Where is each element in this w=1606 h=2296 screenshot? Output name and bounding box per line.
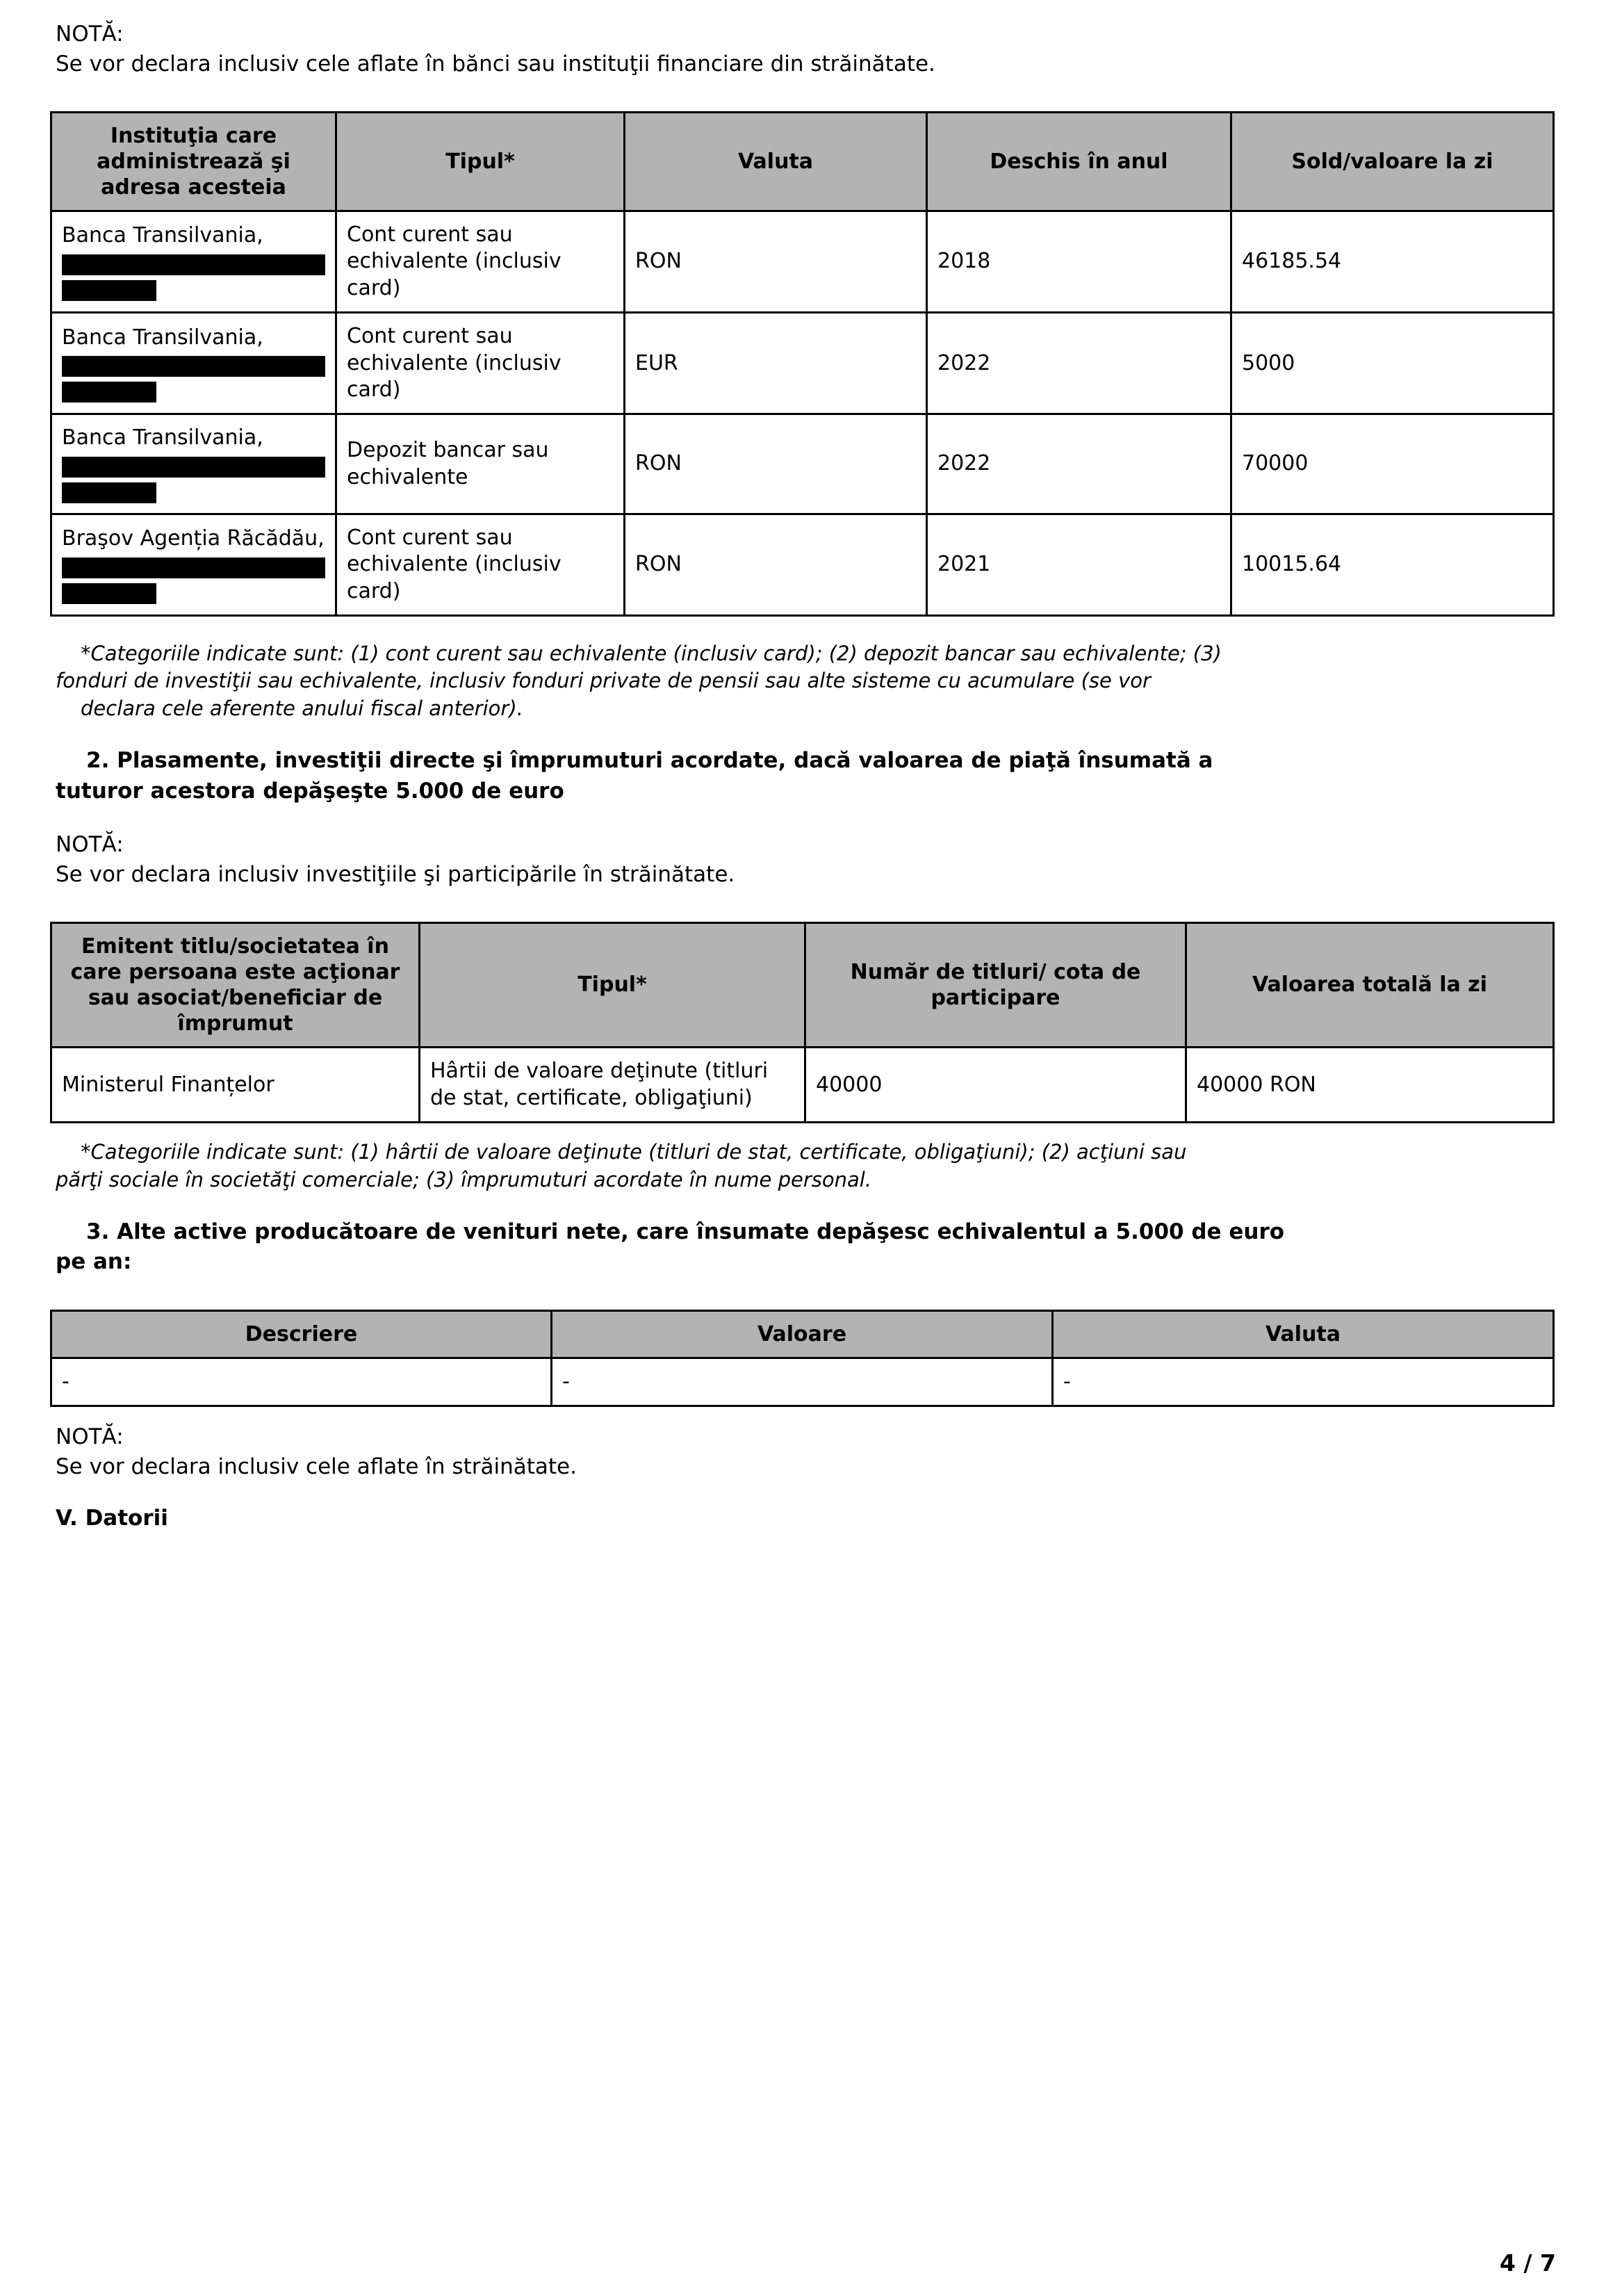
cell-balance: 46185.54 — [1231, 211, 1554, 313]
cell-institution — [51, 313, 336, 414]
footnote-line: *Categoriile indicate sunt: (1) cont curent sau echivalente (inclusiv card); (2) depozit bancar sau echivalente; (3) — [81, 642, 1222, 665]
institution-name: Banca Transilvania, — [62, 425, 263, 450]
column-header-year: Deschis în anul — [927, 112, 1231, 211]
cell-institution — [51, 514, 336, 615]
footnote-line: *Categoriile indicate sunt: (1) hârtii de valoare deţinute (titluri de stat, certificate, obligaţiuni); (2) acţiuni sau — [81, 1140, 1187, 1164]
column-header-currency: Valuta — [625, 112, 927, 211]
table-row — [51, 1358, 1554, 1406]
cell-institution — [51, 211, 336, 313]
redaction-bar — [62, 457, 325, 478]
table-header-row — [51, 112, 1554, 211]
cell-issuer: Ministerul Finanțelor — [51, 1048, 420, 1123]
cell-currency: EUR — [625, 313, 927, 414]
table-row — [51, 1048, 1554, 1123]
redaction-bar — [62, 482, 156, 503]
redaction-bar — [62, 557, 325, 578]
cell-type: Hârtii de valoare deţinute (titluri de stat, certificate, obligaţiuni) — [420, 1048, 805, 1123]
cell-institution — [51, 414, 336, 514]
column-header-description: Descriere — [51, 1310, 552, 1358]
cell-type: Cont curent sau echivalente (inclusiv card) — [336, 211, 625, 313]
note-bottom — [50, 1422, 1556, 1482]
column-header-issuer: Emitent titlu/societatea în care persoana este acţionar sau asociat/beneficiar de împrumut — [51, 922, 420, 1048]
section-heading-line: 3. Alte active producătoare de venituri nete, care însumate depăşesc echivalentul a 5.000 de euro — [86, 1219, 1285, 1245]
column-header-balance: Sold/valoare la zi — [1231, 112, 1554, 211]
cell-type: Cont curent sau echivalente (inclusiv card) — [336, 514, 625, 615]
column-header-institution: Instituţia care administrează şi adresa acesteia — [51, 112, 336, 211]
redaction-bar — [62, 254, 325, 275]
footnote-line: fonduri de investiţii sau echivalente, inclusiv fonduri private de pensii sau alte sisteme cu acumulare (se vor — [56, 669, 1151, 693]
column-header-currency: Valuta — [1053, 1310, 1554, 1358]
section-heading-v: V. Datorii — [56, 1505, 168, 1531]
cell-year: 2018 — [927, 211, 1231, 313]
footnote-categories-investments — [50, 1139, 1556, 1194]
column-header-value: Valoare — [552, 1310, 1053, 1358]
table-header-row — [51, 922, 1554, 1048]
section-heading-line: 2. Plasamente, investiţii directe şi împrumuturi acordate, dacă valoarea de piaţă însumată a — [86, 748, 1213, 774]
footnote-line: părţi sociale în societăţi comerciale; (3) împrumuturi acordate în nume personal. — [56, 1167, 872, 1191]
cell-value: - — [552, 1358, 1053, 1406]
table-header-row — [51, 1310, 1554, 1358]
footnote-line: declara cele aferente anului fiscal anterior). — [81, 696, 523, 720]
accounts-table — [50, 111, 1555, 617]
institution-name: Banca Transilvania, — [62, 325, 263, 350]
note-middle-text: Se vor declara inclusiv investiţiile şi participările în străinătate. — [56, 861, 735, 887]
note-bottom-label: NOTĂ: — [56, 1424, 124, 1450]
cell-type: Depozit bancar sau echivalente — [336, 414, 625, 514]
table-row — [51, 414, 1554, 514]
page-number: 4 / 7 — [1500, 2249, 1556, 2277]
column-header-type: Tipul* — [420, 922, 805, 1048]
section-heading-3 — [50, 1217, 1556, 1278]
cell-balance: 70000 — [1231, 414, 1554, 514]
cell-year: 2022 — [927, 313, 1231, 414]
cell-currency: RON — [625, 414, 927, 514]
table-row — [51, 514, 1554, 615]
note-top-label: NOTĂ: — [56, 22, 124, 47]
table-row — [51, 313, 1554, 414]
note-middle-label: NOTĂ: — [56, 832, 124, 858]
cell-description: - — [51, 1358, 552, 1406]
column-header-type: Tipul* — [336, 112, 625, 211]
section-heading-line: pe an: — [56, 1249, 132, 1275]
cell-total-value: 40000 RON — [1186, 1048, 1554, 1123]
footnote-categories-accounts — [50, 640, 1556, 722]
cell-balance: 5000 — [1231, 313, 1554, 414]
cell-currency: RON — [625, 211, 927, 313]
cell-currency: RON — [625, 514, 927, 615]
redaction-bar — [62, 583, 156, 604]
cell-year: 2021 — [927, 514, 1231, 615]
note-top — [50, 19, 1556, 79]
section-heading-2 — [50, 746, 1556, 806]
institution-name: Banca Transilvania, — [62, 223, 263, 248]
cell-count: 40000 — [805, 1048, 1186, 1123]
cell-year: 2022 — [927, 414, 1231, 514]
column-header-count: Număr de titluri/ cota de participare — [805, 922, 1186, 1048]
investments-table — [50, 922, 1555, 1124]
section-heading-line: tuturor acestora depăşeşte 5.000 de euro — [56, 778, 564, 804]
cell-currency: - — [1053, 1358, 1554, 1406]
note-top-text: Se vor declara inclusiv cele aflate în bănci sau instituţii financiare din străinătate. — [56, 51, 935, 76]
cell-balance: 10015.64 — [1231, 514, 1554, 615]
redaction-bar — [62, 356, 325, 377]
note-bottom-text: Se vor declara inclusiv cele aflate în străinătate. — [56, 1454, 577, 1480]
redaction-bar — [62, 280, 156, 301]
other-assets-table — [50, 1310, 1555, 1408]
column-header-total-value: Valoarea totală la zi — [1186, 922, 1554, 1048]
table-row — [51, 211, 1554, 313]
redaction-bar — [62, 382, 156, 402]
cell-type: Cont curent sau echivalente (inclusiv card) — [336, 313, 625, 414]
note-middle — [50, 830, 1556, 890]
institution-name: Braşov Agenția Răcădău, — [62, 526, 325, 551]
